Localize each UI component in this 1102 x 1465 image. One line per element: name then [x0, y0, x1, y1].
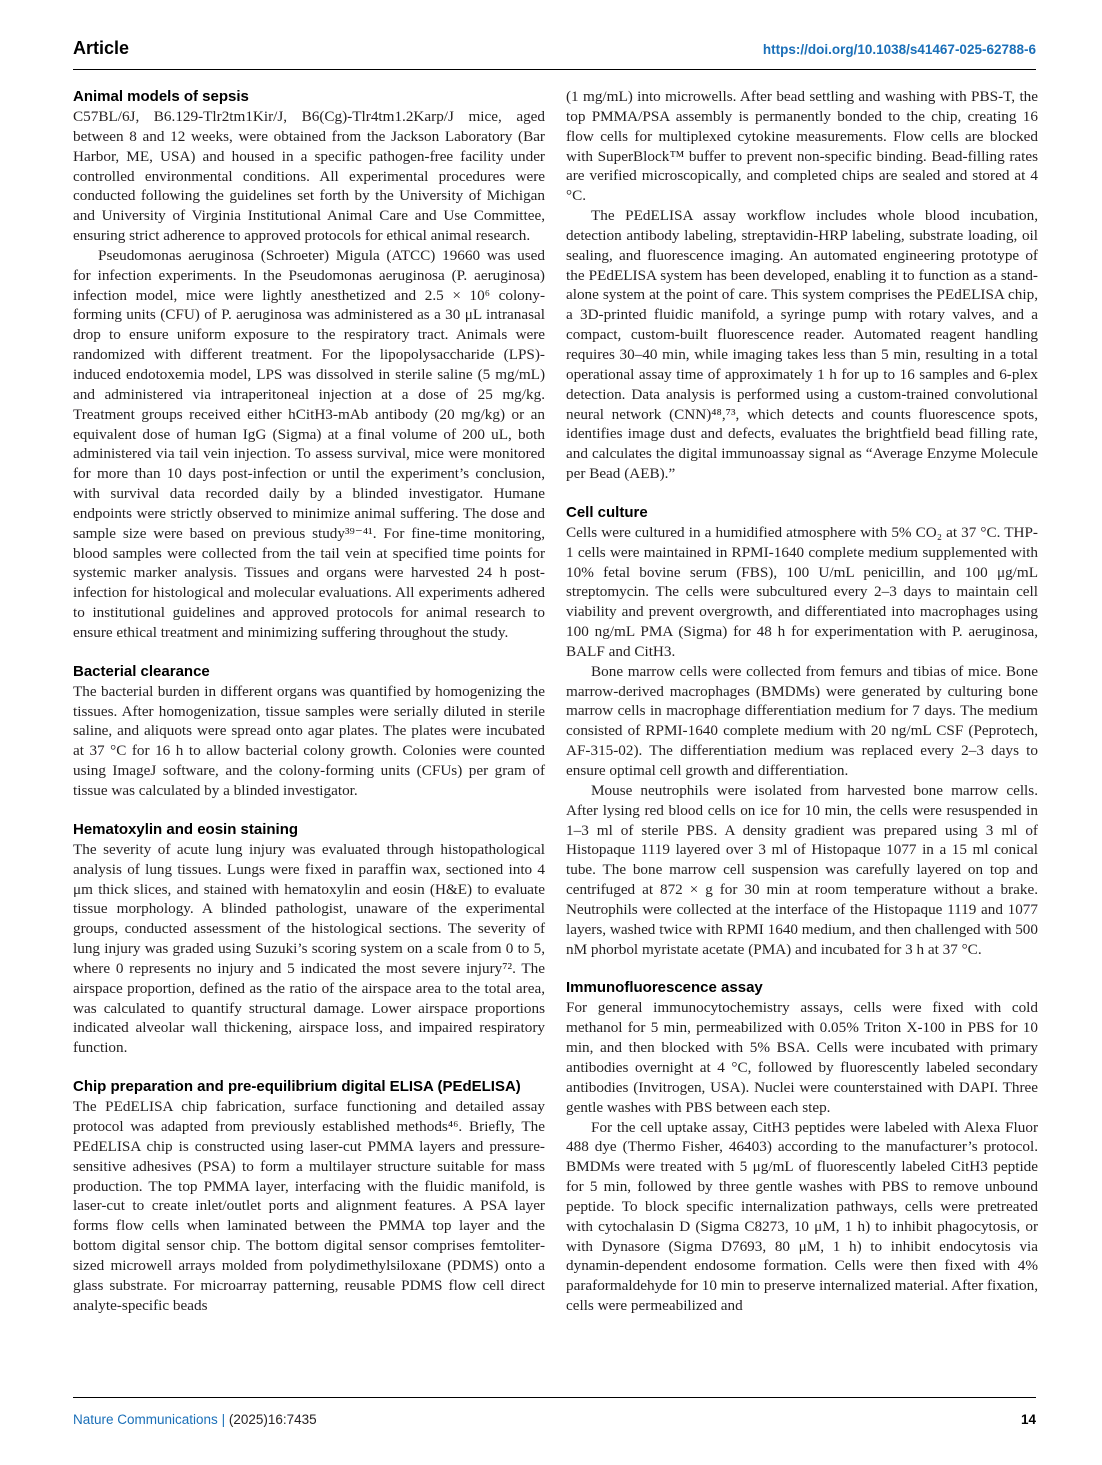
section-title-immunofluorescence: Immunofluorescence assay — [566, 979, 763, 997]
section-title-pedelisa: Chip preparation and pre-equilibrium digital ELISA (PEdELISA) — [73, 1078, 521, 1096]
paragraph: Pseudomonas aeruginosa (Schroeter) Migula (ATCC) 19660 was used for infection experiments. In the Pseudomonas aeruginosa (P. aeruginosa) infection model, mice were lightly anesthetized and 2.5 × 10⁶ colony-forming units (CFU) of P. aeruginosa was administered as a 30 μL intranasal drop to ensure uniform exposure to the respiratory tract. Animals were randomized with different treatment. For the lipopolysaccharide (LPS)-induced endotoxemia model, LPS was dissolved in sterile saline (5 mg/mL) and administered via intraperitoneal injection at a dose of 25 mg/kg. Treatment groups received either hCitH3-mAb antibody (20 mg/kg) or an equivalent dose of human IgG (Sigma) at a final volume of 200 uL, both administered via tail vein injection. To assess survival, mice were monitored for more than 10 days post-infection or until the experiment’s conclusion, with survival data recorded daily by a blinded investigator. Humane endpoints were strictly observed to minimize animal suffering. The dose and sample size were based on previous study³⁹⁻⁴¹. For fine-time monitoring, blood samples were collected from the tail vein at specified time points for systemic marker analysis. Tissues and organs were harvested 24 h post-infection for histological and molecular evaluations. All experiments adhered to institutional guidelines and approved protocols for animal research to ensure ethical treatment and minimizing suffering throughout the study. — [73, 246, 545, 641]
page-number: 14 — [1020, 1412, 1036, 1427]
paragraph: The severity of acute lung injury was evaluated through histopathological analysis of lung tissues. Lungs were fixed in paraffin wax, sectioned into 4 μm thick slices, and stained with hematoxylin and eosin (H&E) to evaluate tissue morphology. A blinded pathologist, unaware of the experimental groups, conducted assessment of the histological sections. The severity of lung injury was graded using Suzuki’s scoring system on a scale from 0 to 5, where 0 represents no injury and 5 indicated the most severe injury⁷². The airspace proportion, defined as the ratio of the airspace area to the total area, was calculated to quantify structural damage. Lower airspace proportions indicated alveolar wall thickening, airspace loss, and impaired respiratory function. — [73, 840, 545, 1057]
section-title-animal-models: Animal models of sepsis — [73, 88, 249, 105]
section-title-he-staining: Hematoxylin and eosin staining — [73, 820, 299, 838]
paragraph: Mouse neutrophils were isolated from harvested bone marrow cells. After lysing red blood cells on ice for 10 min, the cells were resuspended in 1–3 ml of sterile PBS. A density gradient was prepared using 3 ml of Histopaque 1119 layered over 3 ml of Histopaque 1077 in a 15 ml conical tube. The bone marrow cell suspension was carefully layered on top and centrifuged at 872 × g for 30 min at room temperature without a brake. Neutrophils were collected at the interface of the Histopaque 1119 and 1077 layers, washed twice with RPMI 1640 medium, and then challenged with 500 nM phorbol myristate acetate (PMA) and incubated for 3 h at 37 °C. — [566, 781, 1038, 958]
paragraph: The PEdELISA chip fabrication, surface functioning and detailed assay protocol was adapted from previously established methods⁴⁶. Briefly, The PEdELISA chip is constructed using laser-cut PMMA layers and pressure-sensitive adhesives (PSA) to form a multilayer structure suitable for mass production. The top PMMA layer, interfacing with the fluidic manifold, is laser-cut to create inlet/outlet ports and alignment features. A PSA layer forms flow cells when laminated between the PMMA top layer and the bottom digital sensor chip. The bottom digital sensor comprises femtoliter-sized microwell arrays molded from polydimethylsiloxane (PDMS) onto a glass substrate. For microarray patterning, reusable PDMS flow cell direct analyte-specific beads — [73, 1098, 545, 1314]
section-title-bacterial-clearance: Bacterial clearance — [73, 662, 210, 680]
journal-issue: (2025)16:7435 — [228, 1412, 317, 1427]
paragraph: Cells were cultured in a humidified atmosphere with 5% CO₂ at 37 °C. THP-1 cells were maintained in RPMI-1640 complete medium supplemented with 10% fetal bovine serum (FBS), 100 U/mL penicillin, and 100 μg/mL streptomycin. The cells were subcultured every 2–3 days to maintain cell viability and prevent overgrowth, and differentiated into macrophages using 100 ng/mL PMA (Sigma) for 48 h for experimentation with P. aeruginosa, BALF and CitH3. — [566, 523, 1038, 660]
footer-divider — [73, 1397, 1036, 1398]
paragraph: (1 mg/mL) into microwells. After bead settling and washing with PBS-T, the top PMMA/PSA assembly is permanently bonded to the chip, creating 16 flow cells for multiplexed cytokine measurements. Flow cells are blocked with SuperBlock™ buffer to prevent non-specific binding. Bead-filling rates are verified microscopically, and completed chips are sealed and stored at 4 °C. — [566, 88, 1038, 205]
paragraph: The bacterial burden in different organs was quantified by homogenizing the tissues. After homogenization, tissue samples were serially diluted in sterile saline, and aliquots were spread onto agar plates. The plates were incubated at 37 °C for 16 h to allow bacterial colony growth. Colonies were counted using ImageJ software, and the colony-forming units (CFUs) per gram of tissue was calculated by a blinded investigator. — [73, 682, 545, 799]
journal-name: Nature Communications — [73, 1412, 218, 1427]
paragraph: C57BL/6J, B6.129-Tlr2tm1Kir/J, B6(Cg)-Tlr4tm1.2Karp/J mice, aged between 8 and 12 weeks, were obtained from the Jackson Laboratory (Bar Harbor, ME, USA) and housed in a specific pathogen-free facility under controlled environmental conditions. All experimental procedures were conducted following the guidelines set forth by the University of Michigan and University of Virginia Institutional Animal Care and Use Committee, ensuring strict adherence to approved protocols for ethical animal research. — [73, 108, 545, 245]
section-title-cell-culture: Cell culture — [566, 503, 648, 521]
header-divider — [73, 69, 1036, 70]
paragraph: For the cell uptake assay, CitH3 peptides were labeled with Alexa Fluor 488 dye (Thermo Fisher, 46403) according to the manufacturer’s protocol. BMDMs were treated with 5 μg/mL of fluorescently labeled CitH3 peptide for 5 min, followed by three gentle washes with PBS to remove unbound peptide. To block specific internalization pathways, cells were pretreated with cytochalasin D (Sigma C8273, 10 μM, 1 h) to inhibit phagocytosis, or with Dynasore (Sigma D7693, 80 μM, 1 h) to inhibit endocytosis via dynamin-dependent endosome formation. Cells were then fixed with 4% paraformaldehyde for 10 min to preserve internalized material. After fixation, cells were permeabilized and — [566, 1118, 1038, 1315]
paragraph: The PEdELISA assay workflow includes whole blood incubation, detection antibody labeling, streptavidin-HRP labeling, substrate loading, oil sealing, and fluorescence imaging. An automated engineering prototype of the PEdELISA system has been developed, enabling it to function as a stand-alone system at the point of care. This system comprises the PEdELISA chip, a 3D-printed fluidic manifold, a syringe pump with rotary valves, and a compact, custom-built fluorescence reader. Automated reagent handling requires 30–40 min, while imaging takes less than 5 min, resulting in a total operational assay time of approximately 1 h for up to 16 samples and 6-plex detection. Data analysis is performed using a custom-trained convolutional neural network (CNN)⁴⁸,⁷³, which detects and counts fluorescence spots, identifies image dust and defects, evaluates the brightfield bead filling rate, and calculates the digital immunoassay signal as “Average Enzyme Molecule per Bead (AEB).” — [566, 207, 1038, 483]
footer-citation: Nature Communications | (2025)16:7435 — [73, 1412, 317, 1427]
paragraph: For general immunocytochemistry assays, cells were fixed with cold methanol for 5 min, permeabilized with 0.05% Triton X-100 in PBS for 10 min, and then blocked with 5% BSA. Cells were incubated with primary antibodies overnight at 4 °C, followed by fluorescently labeled secondary antibodies (Invitrogen, USA). Nuclei were counterstained with DAPI. Three gentle washes with PBS between each step. — [566, 999, 1038, 1116]
left-column — [73, 87, 545, 1315]
article-type-label: Article — [73, 38, 130, 58]
doi-link[interactable]: https://doi.org/10.1038/s41467-025-62788-6 — [762, 42, 1036, 57]
paragraph: Bone marrow cells were collected from femurs and tibias of mice. Bone marrow-derived macrophages (BMDMs) were generated by culturing bone marrow cells in macrophage differentiation medium for 7 days. The medium consisted of RPMI-1640 complete medium with 20 ng/mL CSF (Peprotech, AF-315-02). The differentiation medium was replaced every 2–3 days to ensure optimal cell growth and differentiation. — [566, 662, 1038, 779]
right-column — [566, 87, 1038, 1316]
